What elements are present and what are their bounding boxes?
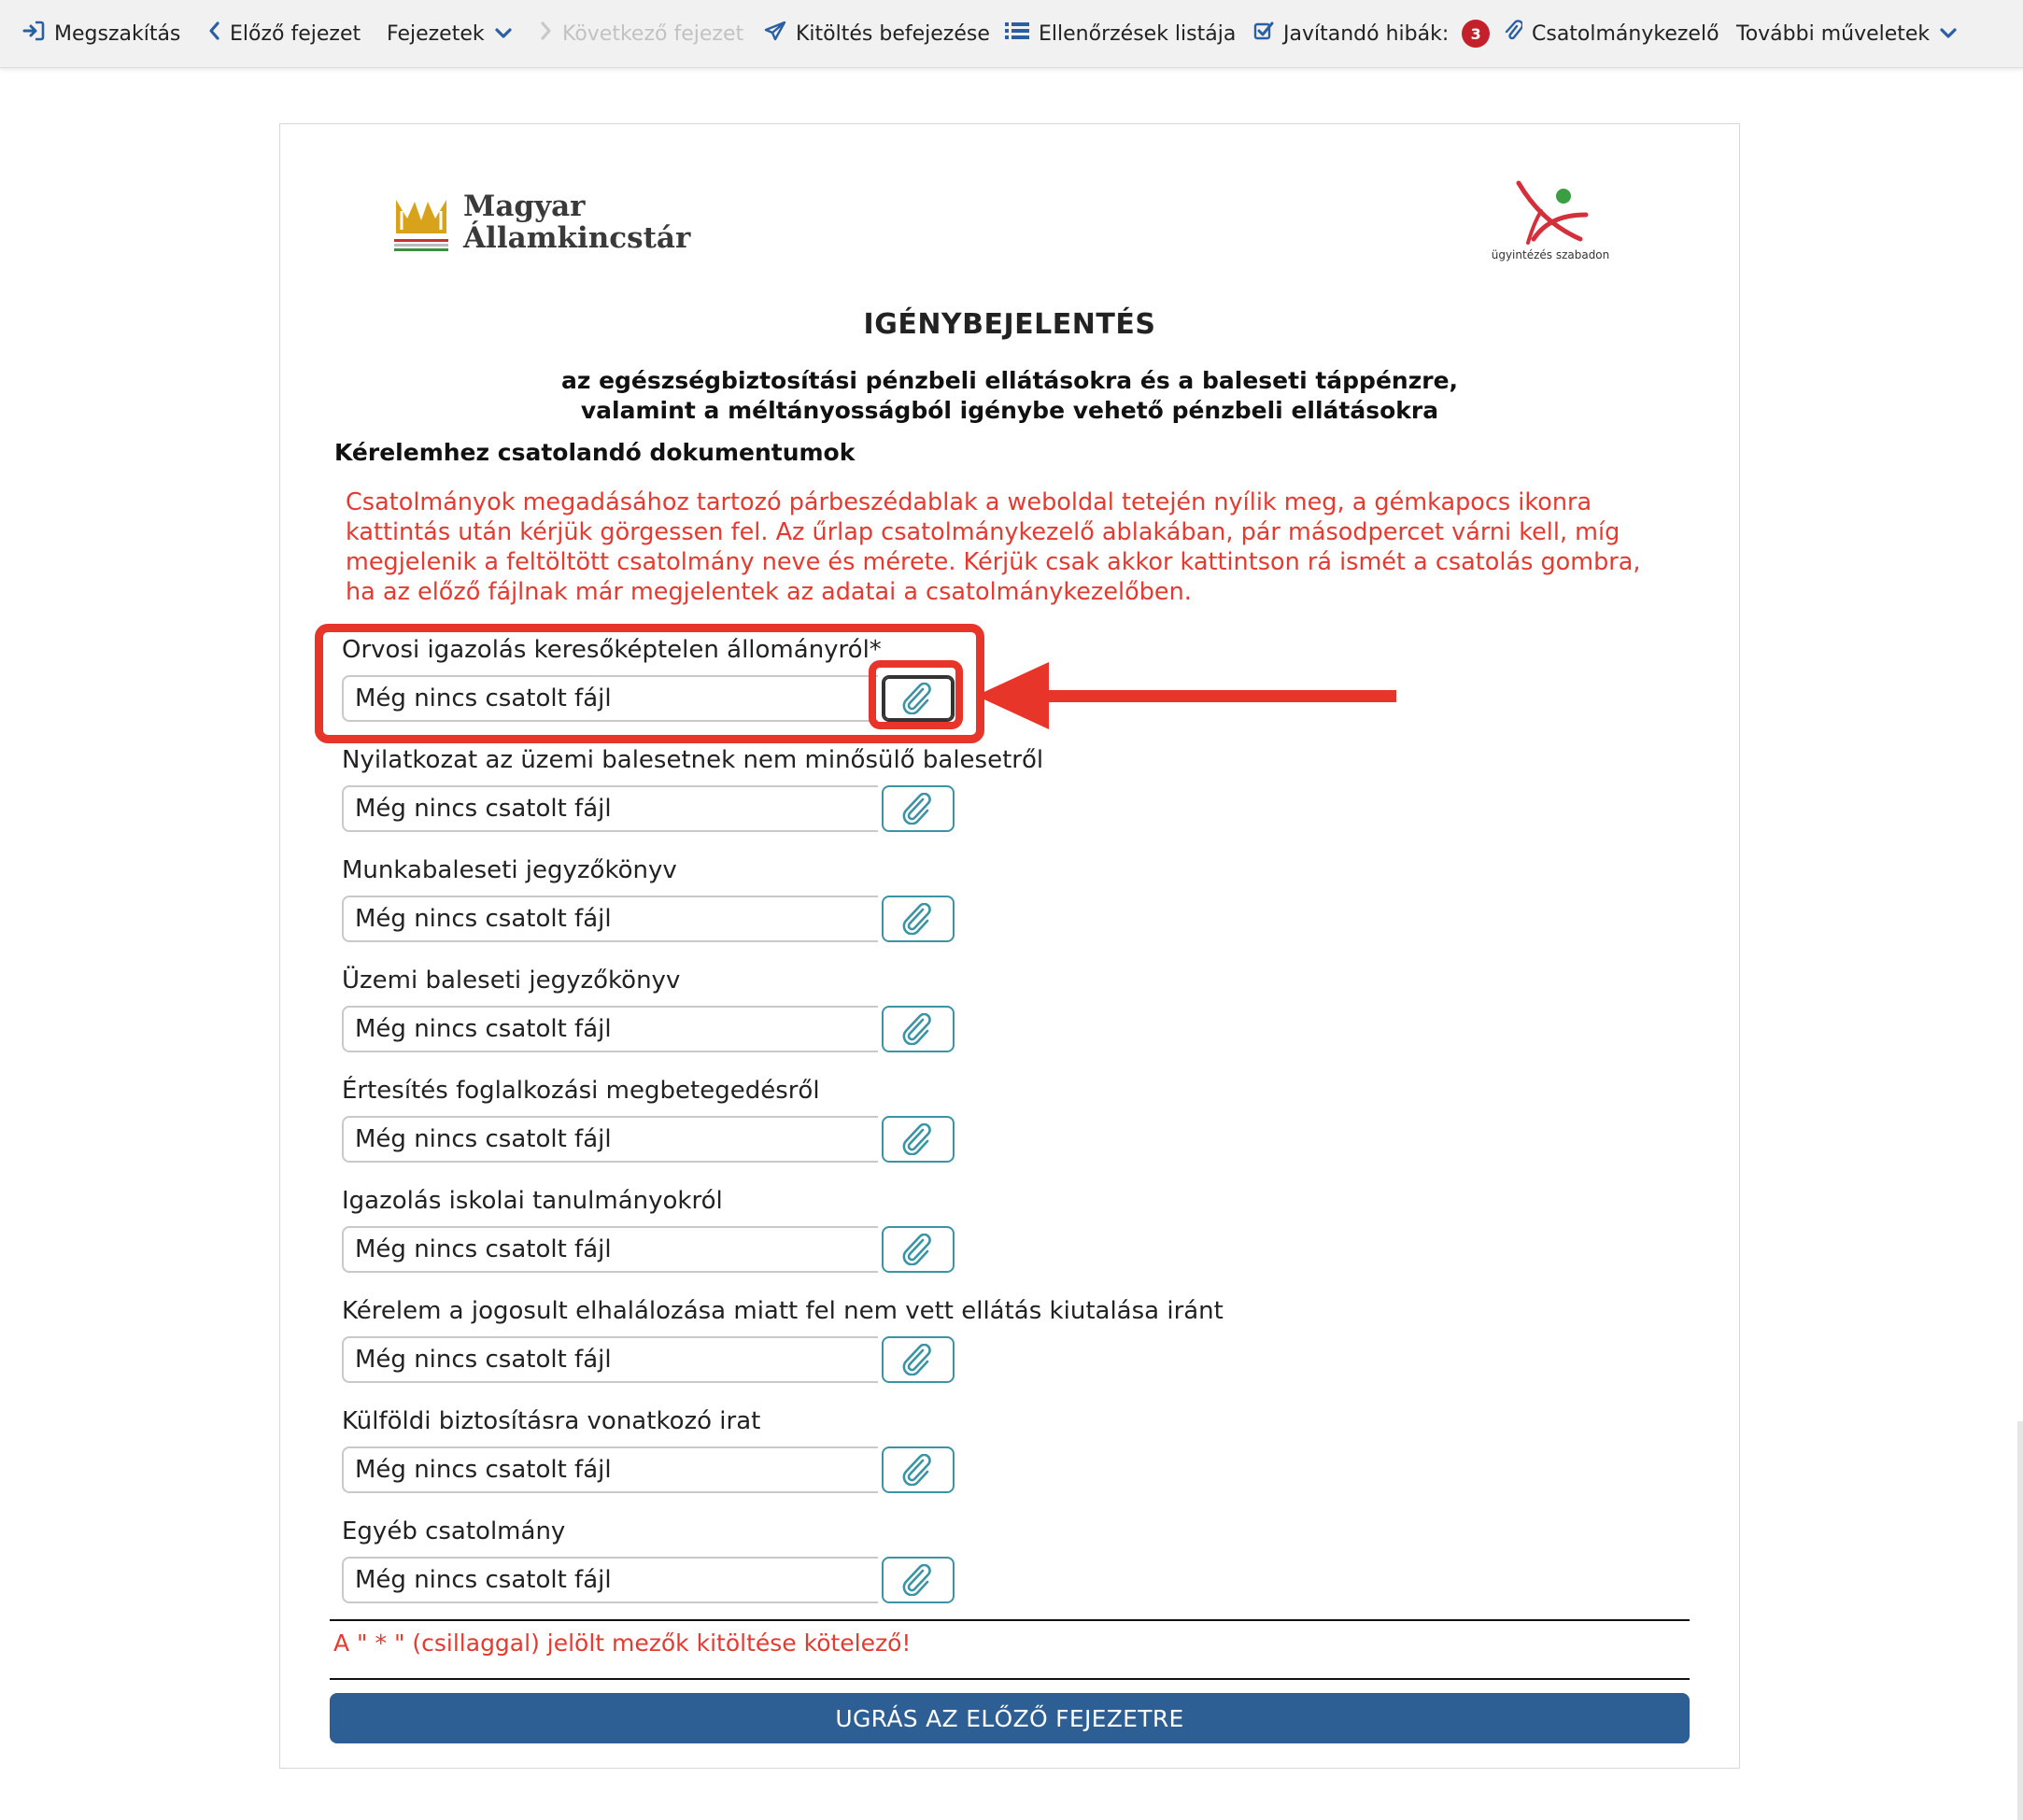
attachment-input[interactable]: Még nincs csatolt fájl	[342, 1336, 878, 1383]
paperclip-icon	[900, 1013, 936, 1045]
attachment-input[interactable]: Még nincs csatolt fájl	[342, 785, 878, 832]
paper-plane-icon	[764, 21, 786, 47]
field-label: Munkabaleseti jegyzőkönyv	[342, 856, 677, 884]
paperclip-icon	[1504, 20, 1522, 48]
attachment-field-occupational-disease	[342, 1077, 1052, 1179]
paperclip-icon	[900, 793, 936, 825]
attach-button[interactable]	[882, 1006, 955, 1052]
paperclip-icon	[900, 1564, 936, 1596]
paperclip-icon	[900, 903, 936, 935]
paperclip-icon	[900, 1234, 936, 1265]
field-label: Kérelem a jogosult elhalálozása miatt fel nem vett ellátás kiutalása iránt	[342, 1297, 1224, 1325]
attach-button[interactable]	[882, 896, 955, 942]
prev-chapter-jump-button[interactable]: UGRÁS AZ ELŐZŐ FEJEZETRE	[330, 1693, 1690, 1743]
attachment-notice: Csatolmányok megadásához tartozó párbeszédablak a weboldal tetején nyílik meg, a gémkapocs ikonra kattintás után kérjük görgessen fel. Az űrlap csatolmánykezelő ablakában, pár másodpercet várni kell, míg megjelenik a feltöltött csatolmány neve és mérete. Kérjük csak akkor kattintson rá ismét a csatolás gombra, ha az előző fájlnak már megjelentek az adatai a csatolmánykezelőben.	[346, 488, 1641, 606]
chapters-label: Fejezetek	[387, 21, 485, 46]
attach-button[interactable]	[882, 1336, 955, 1383]
attach-button[interactable]	[882, 1226, 955, 1273]
attachment-field-deceased-benefit-request	[342, 1297, 1224, 1400]
attachment-field-foreign-insurance	[342, 1407, 1052, 1510]
cancel-button[interactable]	[22, 0, 180, 67]
scrollbar[interactable]	[2017, 67, 2023, 1753]
logo-line1: Magyar	[463, 190, 586, 223]
section-heading: Kérelemhez csatolandó dokumentumok	[334, 439, 856, 466]
check-square-icon	[1253, 21, 1274, 47]
attachment-field-school-certificate	[342, 1187, 1052, 1290]
attachment-field-occupational-accident-report	[342, 966, 1052, 1069]
page-title: IGÉNYBEJELENTÉS	[863, 308, 1156, 341]
divider	[330, 1619, 1690, 1621]
attachment-input[interactable]: Még nincs csatolt fájl	[342, 1446, 878, 1493]
prev-chapter-label: Előző fejezet	[230, 21, 361, 46]
field-label: Igazolás iskolai tanulmányokról	[342, 1187, 723, 1215]
attachment-field-work-accident-report	[342, 856, 1052, 959]
attach-button[interactable]	[882, 1116, 955, 1163]
paperclip-icon	[900, 683, 936, 714]
attachment-manager-button[interactable]	[1504, 0, 1719, 67]
chevron-down-icon	[494, 22, 513, 46]
attachment-input[interactable]: Még nincs csatolt fájl	[342, 1557, 878, 1603]
divider	[330, 1678, 1690, 1680]
field-label: Üzemi baleseti jegyzőkönyv	[342, 966, 681, 995]
cancel-label: Megszakítás	[54, 21, 181, 46]
attach-button[interactable]	[882, 785, 955, 832]
ugyintezes-logo-icon	[1476, 177, 1625, 248]
chapters-dropdown[interactable]	[387, 0, 513, 67]
attachment-input[interactable]: Még nincs csatolt fájl	[342, 1226, 878, 1273]
field-label: Külföldi biztosításra vonatkozó irat	[342, 1407, 761, 1435]
logo-caption: ügyintézés szabadon	[1491, 248, 1610, 261]
scrollbar-thumb[interactable]	[2017, 1421, 2023, 1820]
more-actions-label: További műveletek	[1736, 21, 1931, 46]
attachment-input[interactable]: Még nincs csatolt fájl	[342, 1006, 878, 1052]
list-icon	[1005, 21, 1029, 46]
required-fields-note: A " * " (csillaggal) jelölt mezők kitöltése kötelező!	[333, 1630, 912, 1657]
errors-button[interactable]	[1253, 0, 1490, 67]
attach-button[interactable]	[882, 1557, 955, 1603]
next-chapter-button[interactable]	[540, 0, 743, 67]
attachment-manager-label: Csatolmánykezelő	[1532, 21, 1719, 46]
chevron-right-icon	[540, 21, 553, 47]
attachment-input[interactable]: Még nincs csatolt fájl	[342, 675, 878, 722]
field-label: Orvosi igazolás keresőképtelen állományról*	[342, 636, 882, 664]
paperclip-icon	[900, 1344, 936, 1376]
top-toolbar	[0, 0, 2023, 68]
prev-chapter-button[interactable]	[207, 0, 361, 67]
attachment-field-other	[342, 1517, 1052, 1620]
attach-button[interactable]	[882, 675, 955, 722]
checks-list-button[interactable]	[1005, 0, 1236, 67]
attachment-input[interactable]: Még nincs csatolt fájl	[342, 896, 878, 942]
checks-list-label: Ellenőrzések listája	[1039, 21, 1237, 46]
more-actions-dropdown[interactable]	[1736, 0, 1958, 67]
attach-button[interactable]	[882, 1446, 955, 1493]
finish-button[interactable]	[764, 0, 990, 67]
ugyintezes-szabadon-logo	[1476, 177, 1625, 271]
errors-label: Javítandó hibák:	[1283, 21, 1450, 46]
field-label: Egyéb csatolmány	[342, 1517, 566, 1545]
field-label: Értesítés foglalkozási megbetegedésről	[342, 1077, 820, 1105]
subtitle-line-2: valamint a méltányosságból igénybe vehető pénzbeli ellátásokra	[580, 397, 1439, 424]
errors-count-badge: 3	[1462, 20, 1490, 48]
chevron-down-icon	[1939, 22, 1958, 46]
attachment-field-medical-certificate	[342, 636, 1052, 739]
attachment-field-non-work-accident	[342, 746, 1052, 849]
crown-logo-icon	[392, 192, 450, 252]
field-label: Nyilatkozat az üzemi balesetnek nem minősülő balesetről	[342, 746, 1044, 774]
chevron-left-icon	[207, 21, 220, 47]
sign-out-icon	[22, 21, 45, 47]
paperclip-icon	[900, 1123, 936, 1155]
subtitle-line-1: az egészségbiztosítási pénzbeli ellátásokra és a baleseti táppénzre,	[560, 367, 1459, 394]
logo-line2: Államkincstár	[463, 221, 691, 255]
next-chapter-label: Következő fejezet	[562, 21, 744, 46]
finish-label: Kitöltés befejezése	[796, 21, 990, 46]
page-subtitle	[280, 366, 1739, 426]
allamkincstar-logo	[392, 185, 691, 260]
attachment-input[interactable]: Még nincs csatolt fájl	[342, 1116, 878, 1163]
paperclip-icon	[900, 1454, 936, 1486]
